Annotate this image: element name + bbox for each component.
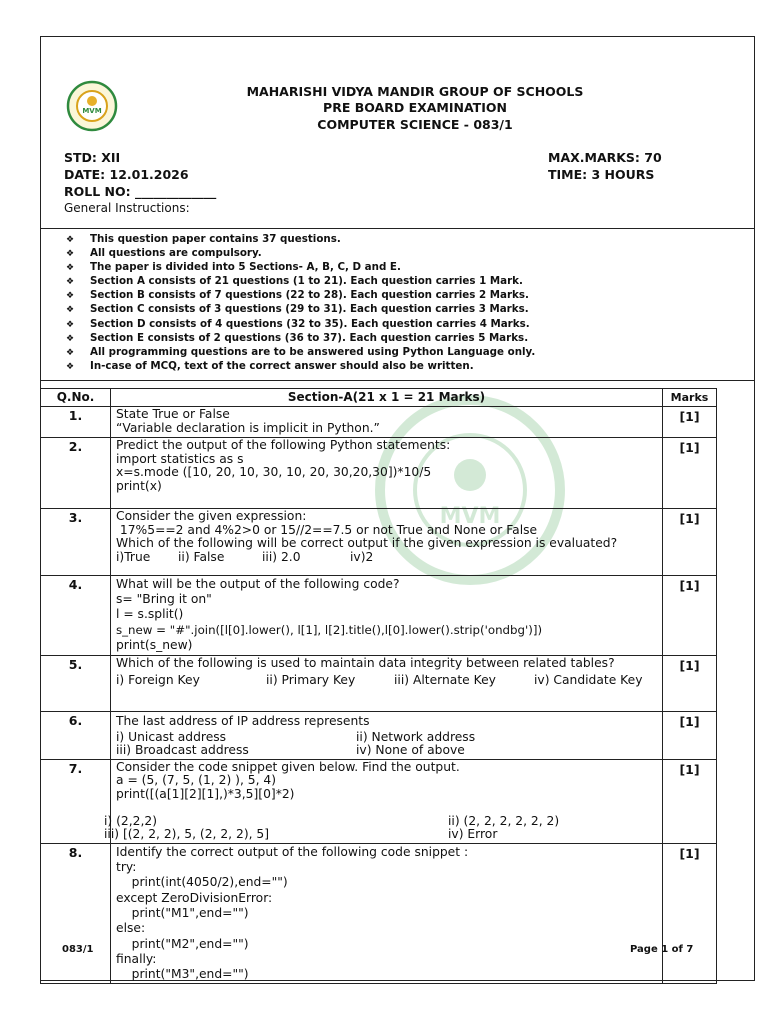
divider: [40, 380, 755, 381]
question-marks: [1]: [663, 509, 717, 576]
instruction-item: ❖ All programming questions are to be answered using Python Language only.: [66, 345, 536, 358]
general-instructions-label: General Instructions:: [64, 201, 190, 215]
instruction-item: ❖ Section B consists of 7 questions (22 to 28). Each question carries 2 Marks.: [66, 289, 529, 302]
subject-title: COMPUTER SCIENCE - 083/1: [317, 117, 513, 132]
question-text: What will be the output of the following code? s= "Bring it on" l = s.split() s_new = "#".join([l[0].lower(), l[1], l[2].title(),l[0].lower().strip('ondbg')]) print(s_new): [111, 576, 663, 656]
question-marks: [1]: [663, 843, 717, 984]
question-marks: [1]: [663, 576, 717, 656]
question-number: 8.: [41, 843, 111, 984]
instruction-item: ❖ Section E consists of 2 questions (36 to 37). Each question carries 5 Marks.: [66, 331, 529, 344]
watermark-text: MVM: [439, 504, 501, 529]
page-number: Page 1 of 7: [630, 944, 694, 955]
question-text: Which of the following is used to maintain data integrity between related tables? i) Foreign Key ii) Primary Key iii) Alternate Key iv) Candidate Key: [111, 656, 663, 712]
question-marks: [1]: [663, 656, 717, 712]
logo-text: MVM: [82, 107, 102, 115]
question-marks: [1]: [663, 407, 717, 438]
table-row: [41, 843, 717, 984]
question-marks: [1]: [663, 759, 717, 843]
table-row: [41, 656, 717, 712]
exam-title: PRE BOARD EXAMINATION: [323, 100, 507, 115]
table-row: [41, 712, 717, 760]
question-number: 1.: [41, 407, 111, 438]
footer-code: 083/1: [62, 944, 94, 955]
question-text: The last address of IP address represents i) Unicast address ii) Network address iii) Broadcast address iv) None of above: [111, 712, 663, 760]
question-number: 6.: [41, 712, 111, 760]
instruction-item: ❖ All questions are compulsory.: [66, 247, 262, 260]
question-text: Consider the given expression: 17%5==2 and 4%2>0 or 15//2==7.5 or not True and None or False Which of the following will be correct output if the given expression is evaluated? i)True ii) False iii) 2.0 iv)2: [111, 509, 663, 576]
question-number: 2.: [41, 438, 111, 509]
divider: [40, 228, 755, 229]
table-row: [41, 759, 717, 843]
school-name: MAHARISHI VIDYA MANDIR GROUP OF SCHOOLS: [246, 84, 584, 99]
table-row: [41, 509, 717, 576]
question-text: State True or False “Variable declaration is implicit in Python.”: [111, 407, 663, 438]
question-number: 4.: [41, 576, 111, 656]
instruction-item: ❖ Section D consists of 4 questions (32 to 35). Each question carries 4 Marks.: [66, 317, 530, 330]
table-row: [41, 407, 717, 438]
question-number: 3.: [41, 509, 111, 576]
instruction-item: ❖ This question paper contains 37 questions.: [66, 233, 341, 245]
instruction-item: ❖ Section C consists of 3 questions (29 to 31). Each question carries 3 Marks.: [66, 303, 529, 316]
time-label: TIME: 3 HOURS: [548, 167, 655, 182]
question-text: Consider the code snippet given below. Find the output. a = (5, (7, 5, (1, 2) ), 5, 4) print([(a[1][2][1],)*3,5][0]*2) i) (2,2,2) ii) (2, 2, 2, 2, 2, 2) iii) [(2, 2, 2), 5, (2, 2, 2), 5] iv) Error: [111, 759, 663, 843]
section-title: Section-A(21 x 1 = 21 Marks): [111, 389, 663, 407]
instruction-item: ❖ In-case of MCQ, text of the correct answer should also be written.: [66, 359, 474, 372]
roll-no-label: ROLL NO: _____________: [64, 184, 217, 199]
table-header-row: [41, 389, 717, 407]
question-table: [40, 388, 717, 984]
qno-header: Q.No.: [41, 389, 111, 407]
instruction-item: ❖ The paper is divided into 5 Sections- A, B, C, D and E.: [66, 261, 401, 274]
instruction-item: ❖ Section A consists of 21 questions (1 to 21). Each question carries 1 Mark.: [66, 275, 523, 288]
marks-header: Marks: [663, 389, 717, 407]
max-marks-label: MAX.MARKS: 70: [548, 150, 662, 165]
table-row: [41, 576, 717, 656]
question-text: Predict the output of the following Python statements: import statistics as s x=s.mode ([10, 20, 10, 30, 10, 20, 30,20,30])*10/5 print(x): [111, 438, 663, 509]
table-row: [41, 438, 717, 509]
question-text: Identify the correct output of the following code snippet : try: print(int(4050/2),end="") except ZeroDivisionError: print("M1",end="") else: print("M2",end="") finally: print("M3",end=""): [111, 843, 663, 984]
question-number: 5.: [41, 656, 111, 712]
instructions-list: [66, 232, 535, 373]
question-number: 7.: [41, 759, 111, 843]
date-label: DATE: 12.01.2026: [64, 167, 189, 182]
std-label: STD: XII: [64, 150, 121, 165]
question-marks: [1]: [663, 438, 717, 509]
question-marks: [1]: [663, 712, 717, 760]
school-logo: [66, 80, 118, 132]
